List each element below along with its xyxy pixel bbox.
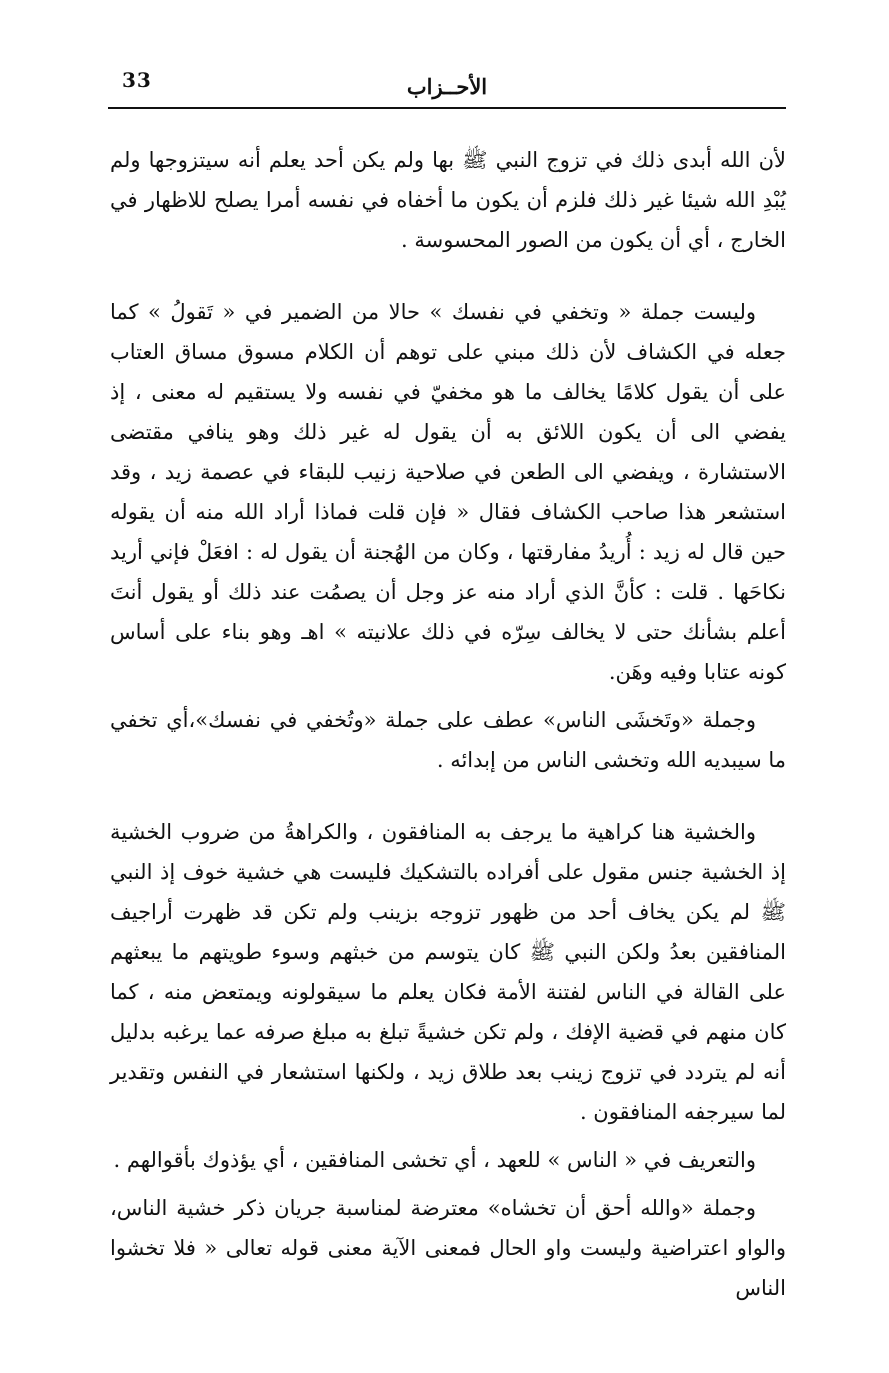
paragraph-6: وجملة «والله أحق أن تخشاه» معترضة لمناسبة جريان ذكر خشية الناس، والواو اعتراضية وليست واو الحال فمعنى الآية معنى قوله تعالى « فلا تخشوا الناس: [110, 1196, 786, 1300]
paragraph-3: وجملة «وتَخشَى الناس» عطف على جملة «وتُخفي في نفسك»،أي تخفي ما سيبديه الله وتخشى الناس من إبدائه .: [110, 708, 786, 772]
header-divider: [108, 107, 786, 109]
page-number: 33: [122, 68, 152, 92]
paragraph-1: لأن الله أبدى ذلك في تزوج النبي ﷺ بها ولم يكن أحد يعلم أنه سيتزوجها ولم يُبْدِ الله شيئا غير ذلك فلزم أن يكون ما أخفاه في نفسه أمرا يصلح للاظهار في الخارج ، أي أن يكون من الصور المحسوسة .: [110, 148, 786, 252]
paragraph-5: والتعريف في « الناس » للعهد ، أي تخشى المنافقين ، أي يؤذوك بأقوالهم .: [113, 1148, 756, 1172]
paragraph-2: وليست جملة « وتخفي في نفسك » حالا من الضمير في « تَقولُ » كما جعله في الكشاف لأن ذلك مبني على توهم أن الكلام مسوق مساق العتاب على أن يقول كلامًا يخالف ما هو مخفيّ في نفسه ولا يستقيم له معنى ، إذ يفضي الى أن يكون اللائق به أن يقول له غير ذلك وهو ينافي مقتضى الاستشارة ، ويفضي الى الطعن في صلاحية زنيب للبقاء في عصمة زيد ، وقد استشعر هذا صاحب الكشاف فقال « فإن قلت فماذا أراد الله منه أن يقوله حين قال له زيد : أُريدُ مفارقتها ، وكان من الهُجنة أن يقول له : افعَلْ فإني أريد نكاحَها . قلت : كأنَّ الذي أراد منه عز وجل أن يصمُت عند ذلك أو يقول أنتَ أعلم بشأنك حتى لا يخالف سِرّه في ذلك علانيته » اهـ وهو بناء على أساس كونه عتابا وفيه وهَن.: [110, 300, 787, 684]
paragraph-4: والخشية هنا كراهية ما يرجف به المنافقون ، والكراهةُ من ضروب الخشية إذ الخشية جنس مقول على أفراده بالتشكيك فليست هي خشية خوف إذ النبي ﷺ لم يكن يخاف أحد من ظهور تزوجه بزينب ولم تكن قد ظهرت أراجيف المنافقين بعدُ ولكن النبي ﷺ كان يتوسم من خبثهم وسوء طويتهم ما يبعثهم على القالة في الناس لفتنة الأمة فكان يعلم ما سيقولونه ويمتعض منه ، كما كان منهم في قضية الإفك ، ولم تكن خشيةً تبلغ به مبلغ صرفه عما يرغبه بدليل أنه لم يتردد في تزوج زينب بعد طلاق زيد ، ولكنها استشعار في النفس وتقدير لما سيرجفه المنافقون .: [110, 820, 786, 1124]
running-title: الأحــزاب: [406, 74, 488, 99]
page-header: [108, 62, 786, 106]
body-text: [110, 140, 786, 1308]
